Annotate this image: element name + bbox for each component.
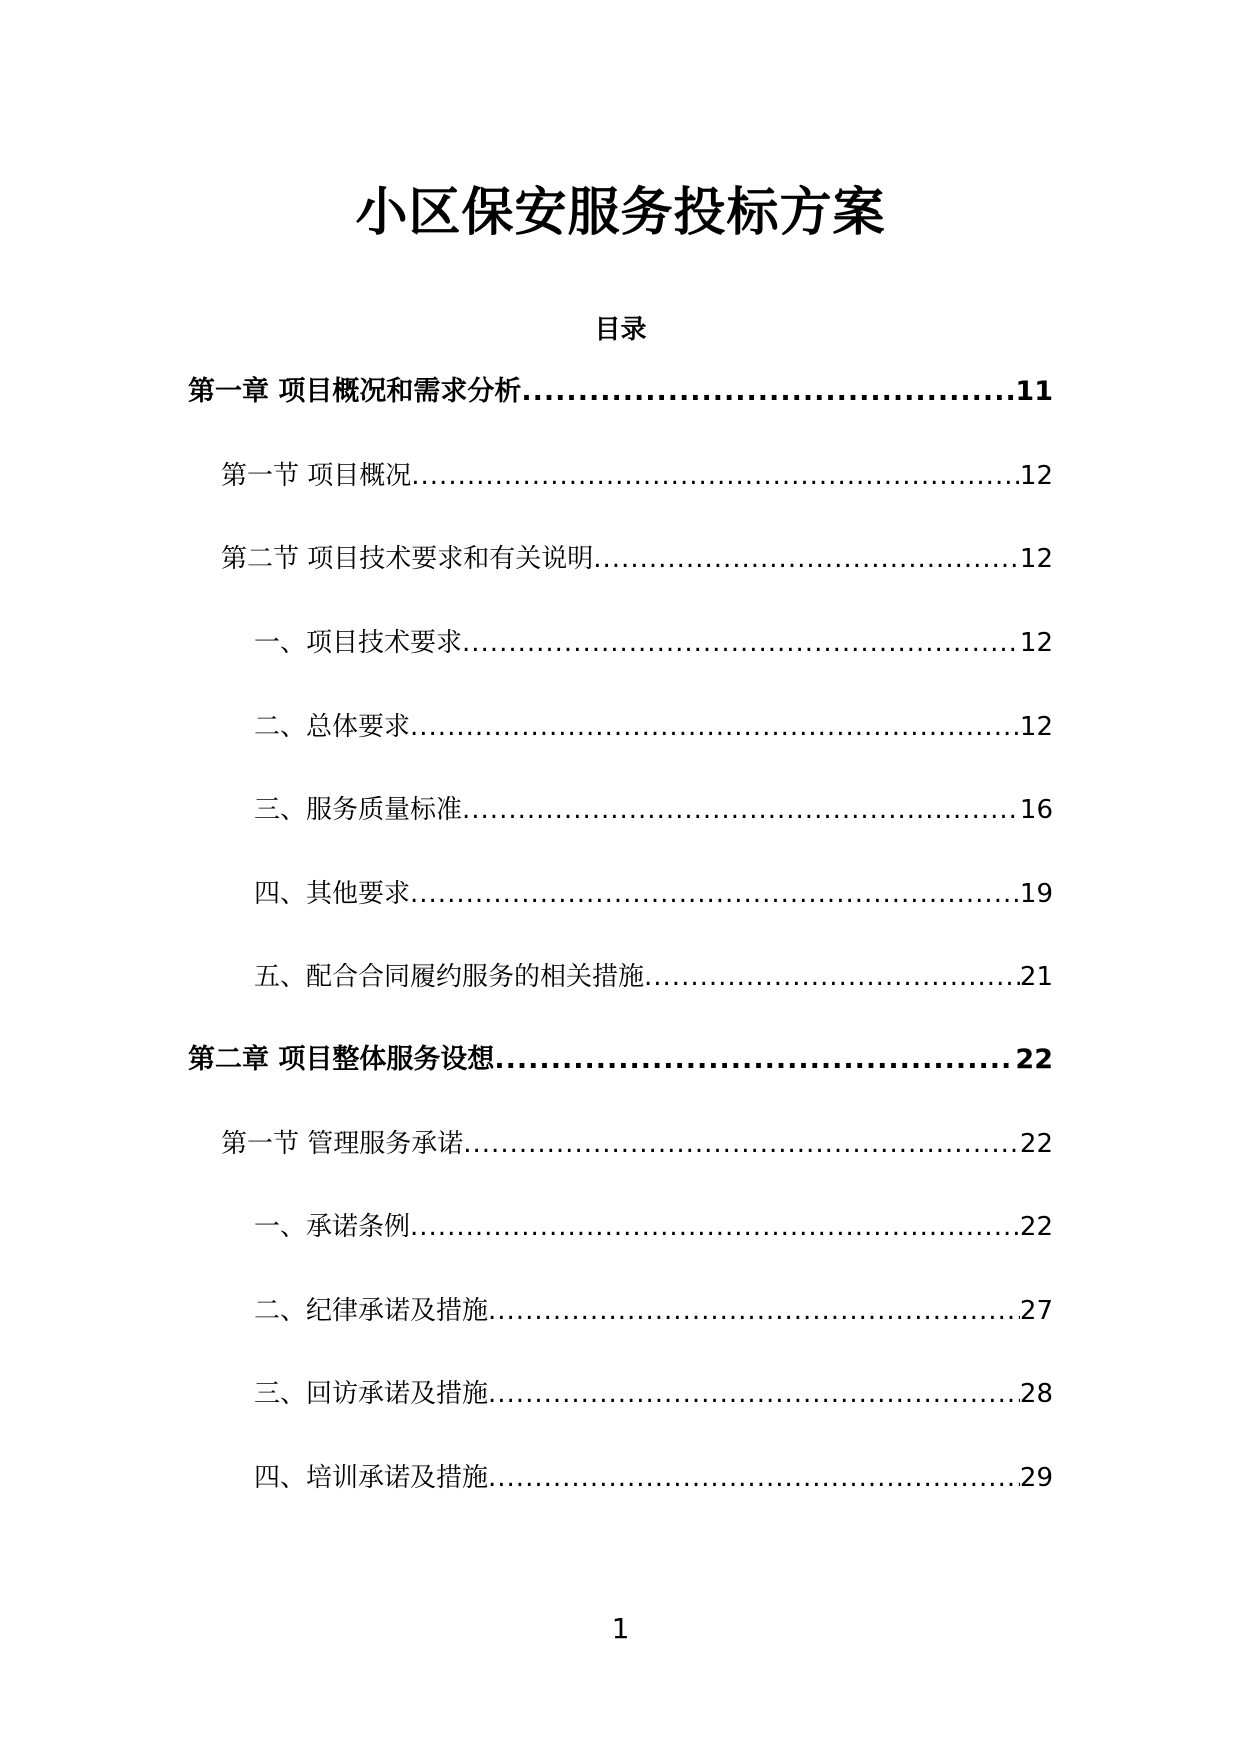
toc-dot-leader <box>410 1209 1020 1245</box>
toc-dot-leader <box>494 1042 1015 1078</box>
toc-entry-subsection[interactable] <box>254 959 1053 995</box>
toc-entry-page: 28 <box>1019 1379 1053 1409</box>
toc-entry-subsection[interactable] <box>254 792 1053 828</box>
document-title: 小区保安服务投标方案 <box>355 183 886 243</box>
toc-heading: 目录 <box>594 315 647 345</box>
toc-dot-leader <box>411 458 1020 494</box>
toc-entry-label: 三、回访承诺及措施 <box>254 1379 489 1409</box>
toc-entry-page: 27 <box>1019 1296 1053 1326</box>
toc-entry-page: 22 <box>1015 1044 1053 1075</box>
toc-entry-label: 三、服务质量标准 <box>254 795 463 825</box>
toc-entry-chapter-2[interactable] <box>188 1042 1053 1078</box>
toc-entry-page: 22 <box>1019 1212 1053 1242</box>
toc-entry-label: 第二节 项目技术要求和有关说明 <box>221 544 594 574</box>
toc-dot-leader <box>644 959 1020 995</box>
toc-entry-page: 21 <box>1019 962 1053 992</box>
toc-entry-page: 12 <box>1019 628 1053 658</box>
toc-dot-leader <box>488 1293 1020 1329</box>
toc-entry-label: 第一节 管理服务承诺 <box>221 1129 464 1159</box>
toc-entry-page: 22 <box>1019 1129 1053 1159</box>
toc-entry-subsection[interactable] <box>254 1209 1053 1245</box>
toc-entry-section[interactable] <box>221 458 1053 494</box>
toc-entry-label: 第一章 项目概况和需求分析 <box>188 376 522 407</box>
toc-entry-chapter-1[interactable] <box>188 374 1053 410</box>
toc-entry-page: 12 <box>1019 712 1053 742</box>
toc-entry-subsection[interactable] <box>254 709 1053 745</box>
toc-entry-subsection[interactable] <box>254 1460 1053 1496</box>
toc-entry-label: 五、配合合同履约服务的相关措施 <box>254 962 645 992</box>
toc-entry-page: 12 <box>1019 461 1053 491</box>
toc-entry-label: 一、承诺条例 <box>254 1212 411 1242</box>
toc-entry-page: 19 <box>1019 879 1053 909</box>
toc-dot-leader <box>410 876 1020 912</box>
toc-dot-leader <box>410 709 1020 745</box>
toc-entry-subsection[interactable] <box>254 1293 1053 1329</box>
toc-entry-section[interactable] <box>221 1126 1053 1162</box>
toc-entry-subsection[interactable] <box>254 625 1053 661</box>
toc-entry-page: 29 <box>1019 1463 1053 1493</box>
toc-dot-leader <box>463 1126 1020 1162</box>
toc-dot-leader <box>521 374 1015 410</box>
toc-entry-label: 四、培训承诺及措施 <box>254 1463 489 1493</box>
toc-entry-label: 二、总体要求 <box>254 712 411 742</box>
toc-entry-page: 11 <box>1015 376 1053 407</box>
toc-entry-page: 12 <box>1019 544 1053 574</box>
page-number: 1 <box>611 1612 630 1645</box>
toc-dot-leader <box>488 1460 1020 1496</box>
toc-entry-section[interactable] <box>221 541 1053 577</box>
toc-entry-label: 二、纪律承诺及措施 <box>254 1296 489 1326</box>
toc-dot-leader <box>462 625 1020 661</box>
toc-entry-subsection[interactable] <box>254 876 1053 912</box>
toc-entry-subsection[interactable] <box>254 1376 1053 1412</box>
toc-dot-leader <box>488 1376 1020 1412</box>
toc-entry-page: 16 <box>1019 795 1053 825</box>
toc-entry-label: 一、项目技术要求 <box>254 628 463 658</box>
toc-entry-label: 第二章 项目整体服务设想 <box>188 1044 495 1075</box>
toc-dot-leader <box>462 792 1020 828</box>
toc-dot-leader <box>593 541 1020 577</box>
toc-entry-label: 四、其他要求 <box>254 879 411 909</box>
toc-entry-label: 第一节 项目概况 <box>221 461 412 491</box>
